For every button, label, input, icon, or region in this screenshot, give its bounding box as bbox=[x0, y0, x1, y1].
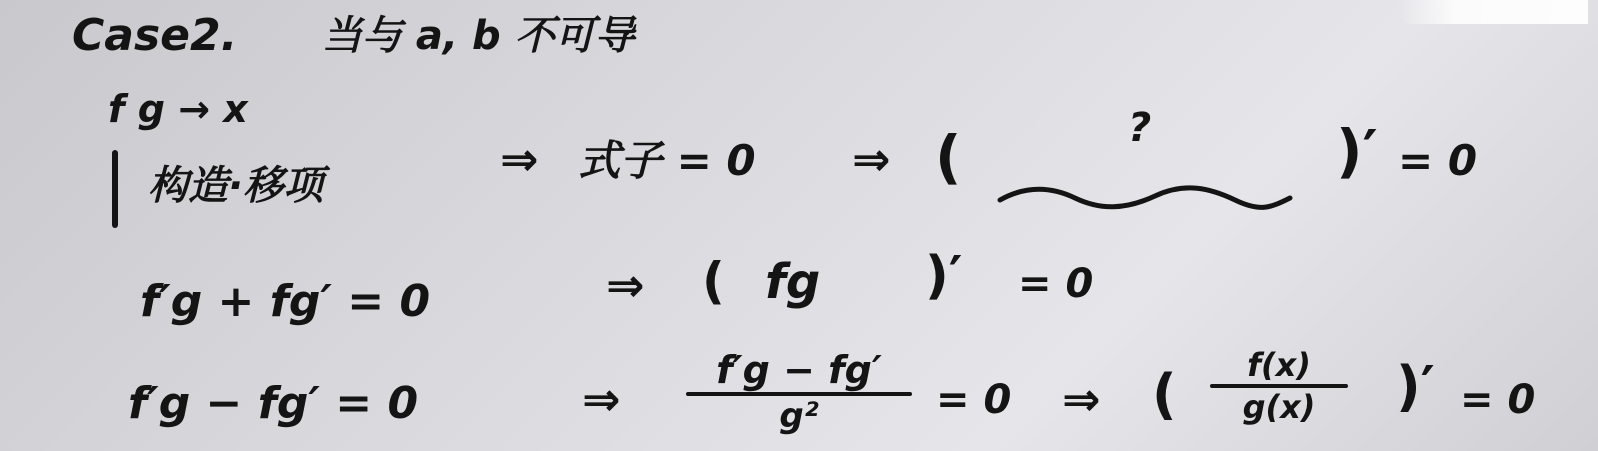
vertical-bracket bbox=[112, 150, 118, 228]
expression-equals-zero: 式子 = 0 bbox=[578, 136, 756, 185]
quotient-fraction bbox=[686, 348, 912, 436]
left-paren-unknown: ( bbox=[935, 123, 962, 191]
corner-watermark bbox=[1398, 0, 1588, 24]
equals-zero-5b: = 0 bbox=[1460, 377, 1536, 423]
fraction-numerator: f′g − fg′ bbox=[716, 348, 882, 392]
implies-arrow-3: ⇒ bbox=[606, 258, 645, 312]
product-rule-lhs: f′g + fg′ = 0 bbox=[140, 276, 431, 327]
implies-arrow-4: ⇒ bbox=[582, 372, 621, 426]
right-paren-prime-fg: )′ bbox=[925, 246, 963, 306]
wavy-placeholder bbox=[995, 178, 1295, 212]
fx-over-gx-fraction bbox=[1210, 346, 1348, 426]
implies-arrow-5: ⇒ bbox=[1062, 372, 1101, 426]
right-paren-prime-quotient: )′ bbox=[1396, 355, 1435, 418]
fg-product: fg bbox=[765, 254, 821, 310]
right-paren-prime-unknown: )′ bbox=[1336, 117, 1378, 185]
fx-numerator: f(x) bbox=[1247, 346, 1311, 384]
construct-move-term: 构造·移项 bbox=[148, 163, 324, 209]
question-mark: ? bbox=[1128, 105, 1152, 151]
gx-denominator: g(x) bbox=[1242, 388, 1316, 426]
equals-zero-3: = 0 bbox=[1398, 136, 1478, 185]
quotient-rule-lhs: f′g − fg′ = 0 bbox=[128, 378, 419, 429]
fraction-denominator: g² bbox=[779, 396, 819, 436]
left-paren-fg: ( bbox=[702, 252, 725, 310]
case-condition: 当与 a, b 不可导 bbox=[322, 13, 635, 59]
implies-arrow-2: ⇒ bbox=[852, 132, 891, 186]
left-paren-quotient: ( bbox=[1152, 363, 1177, 426]
equals-zero-5a: = 0 bbox=[936, 377, 1012, 423]
equals-zero-4: = 0 bbox=[1018, 261, 1094, 307]
implies-arrow-1: ⇒ bbox=[500, 132, 539, 186]
case-label: Case2. bbox=[72, 10, 238, 61]
fg-to-x: f g → x bbox=[108, 87, 248, 131]
